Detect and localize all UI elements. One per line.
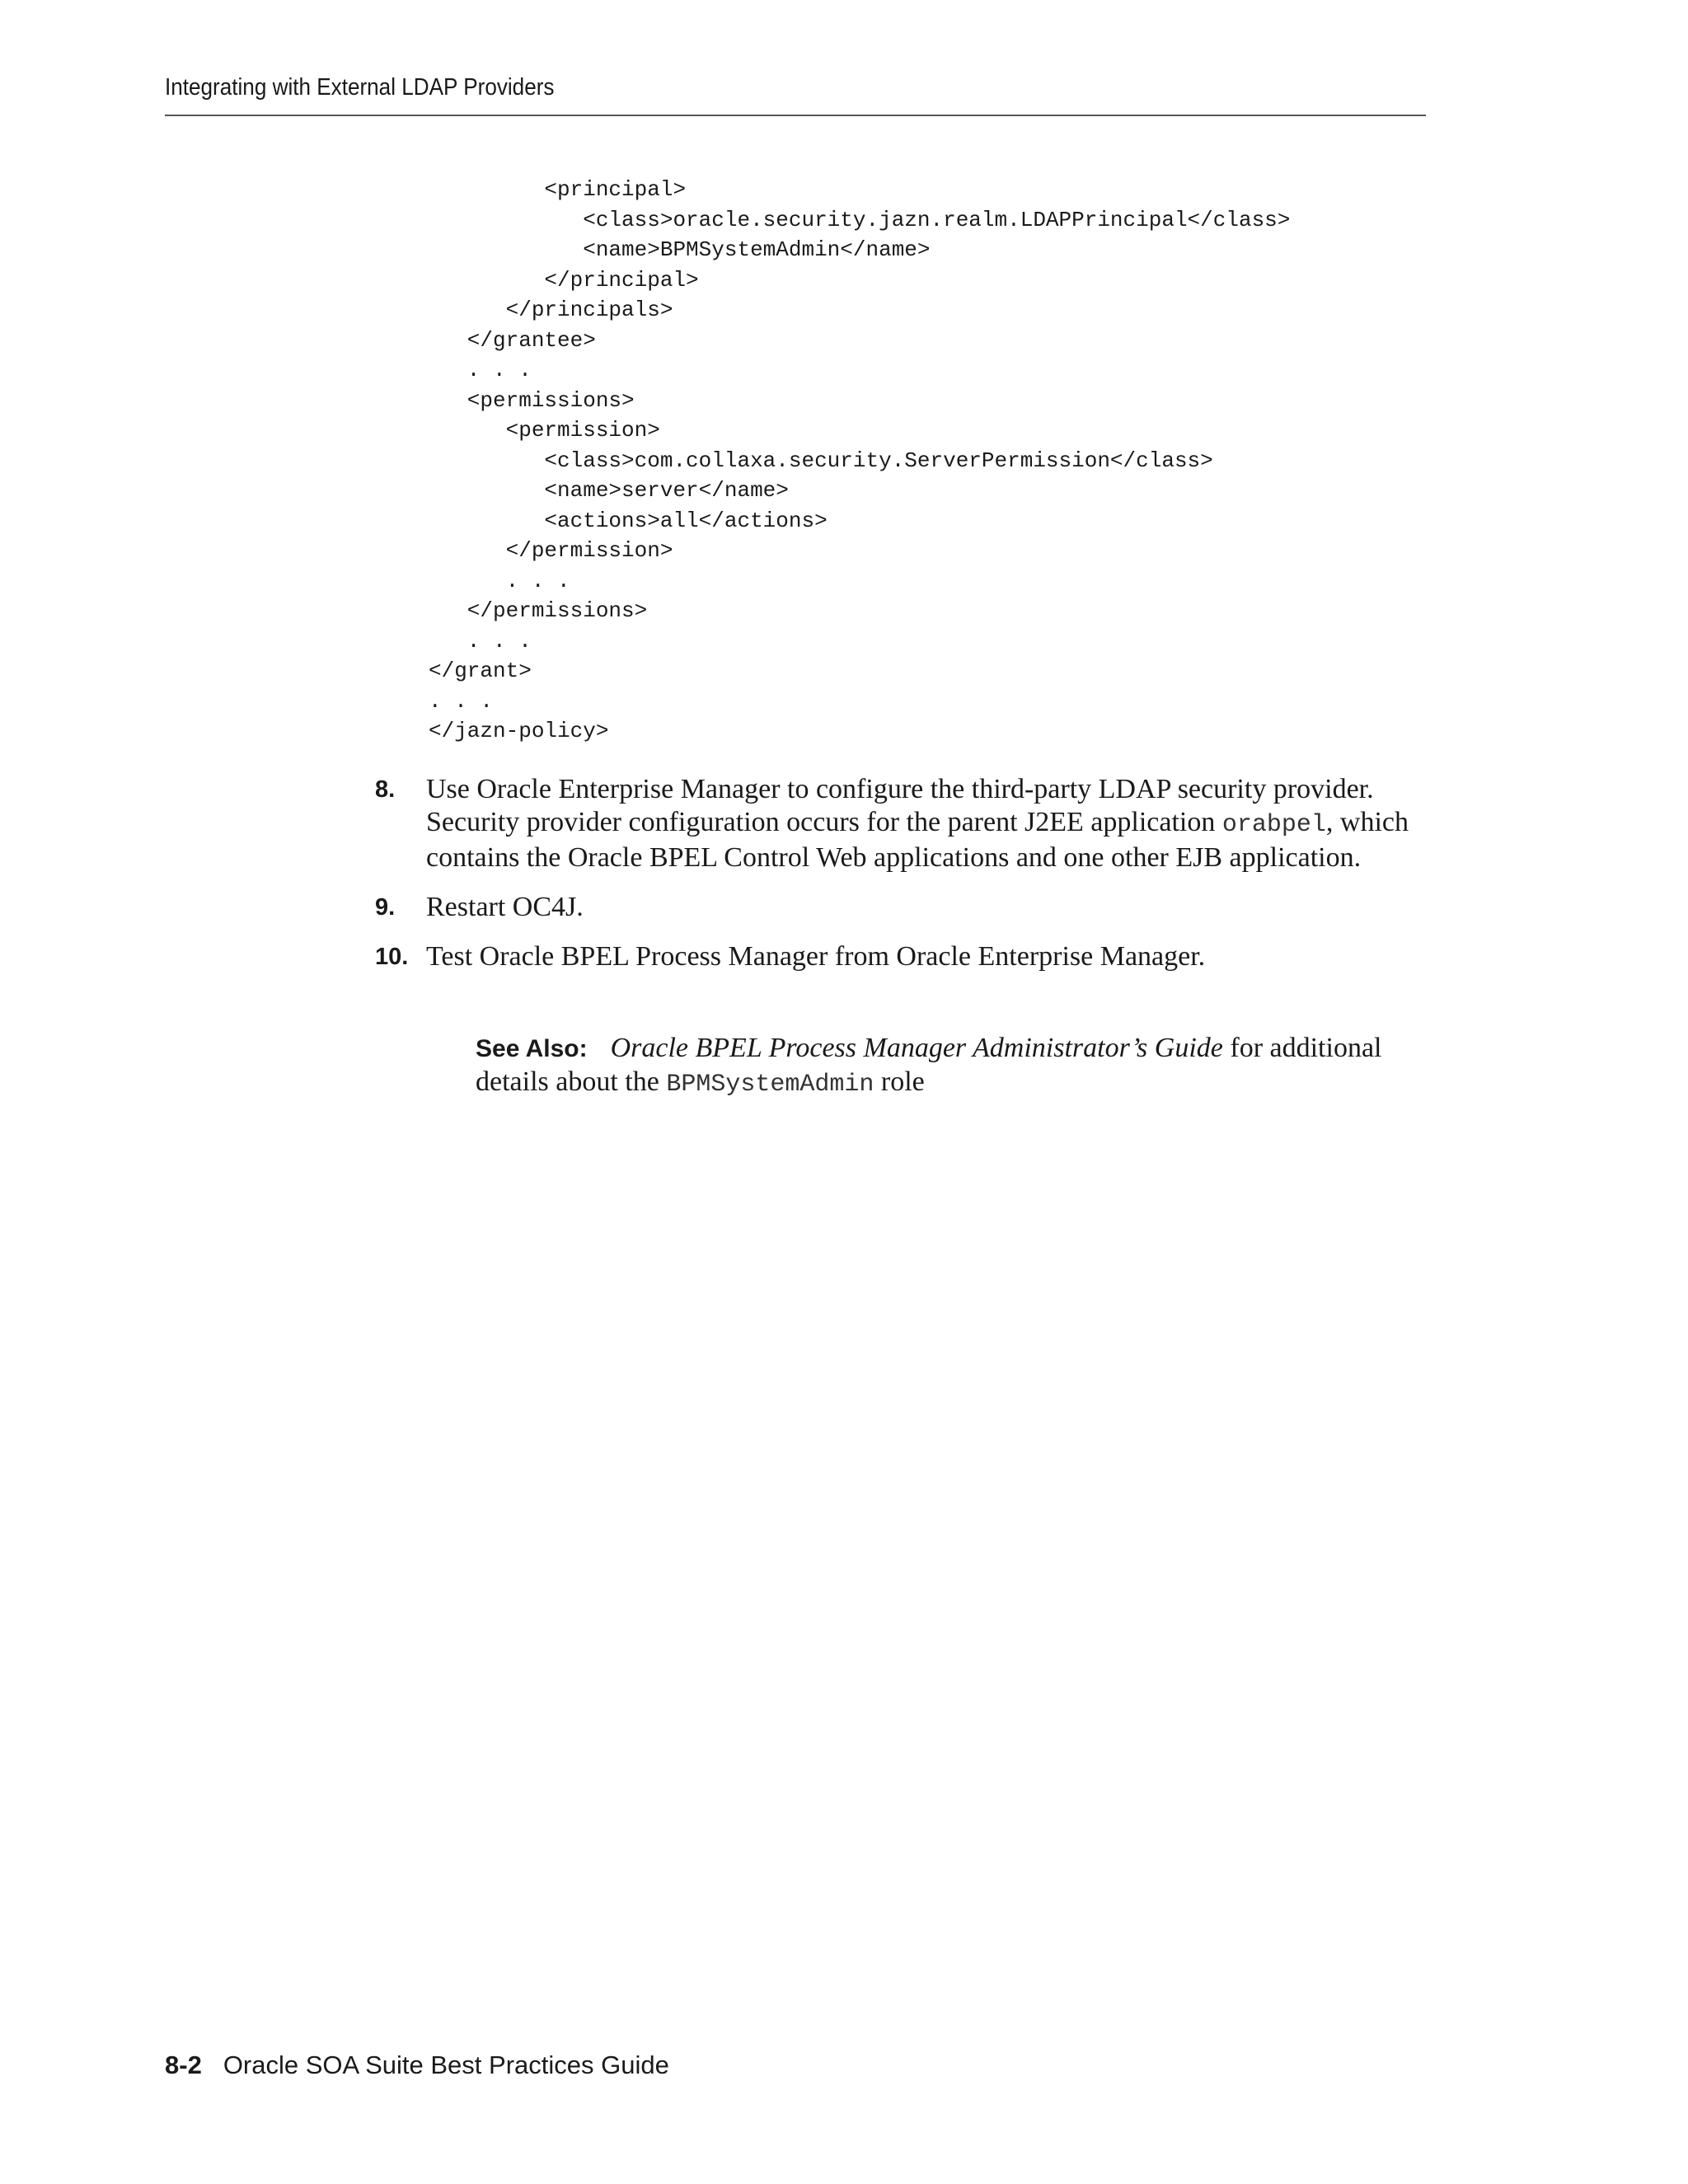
step-9 [375, 891, 1422, 924]
code-line: </principals> [429, 298, 673, 322]
code-line: <actions>all</actions> [429, 508, 828, 533]
code-line: </grantee> [429, 327, 596, 353]
see-also-label: See Also: [476, 1035, 588, 1062]
header-rule [165, 115, 1426, 116]
code-line: <principal> [429, 177, 687, 202]
step-text: Use Oracle Enterprise Manager to configure the third-party LDAP security provider. Security provider configuration occurs for the parent J2EE application [426, 774, 1374, 837]
page-number: 8-2 [165, 2050, 202, 2079]
code-line: <permission> [429, 418, 660, 443]
book-title: Oracle SOA Suite Best Practices Guide [223, 2050, 669, 2079]
inline-code: orabpel [1221, 811, 1326, 839]
code-line: <name>server</name> [429, 478, 789, 503]
code-line: </grant> [429, 658, 532, 683]
step-number: 9. [375, 894, 396, 921]
code-line: . . . [429, 688, 494, 714]
code-line: . . . [429, 568, 570, 593]
step-number: 10. [375, 944, 409, 970]
step-text: Test Oracle BPEL Process Manager from Oracle Enterprise Manager. [426, 941, 1206, 972]
see-also-text: role [874, 1066, 925, 1097]
step-8 [375, 773, 1422, 874]
running-header: Integrating with External LDAP Providers [165, 74, 555, 101]
code-line: </permissions> [429, 598, 648, 623]
page-footer [165, 2050, 669, 2080]
code-line: </principal> [429, 267, 699, 293]
code-line: <class>oracle.security.jazn.realm.LDAPPrincipal</class> [429, 207, 1291, 232]
step-text: Restart OC4J. [426, 892, 584, 922]
step-text: , which contains the Oracle BPEL Control Web applications and one other EJB application. [426, 807, 1409, 873]
see-also-note [476, 1032, 1382, 1101]
see-also-book-title: Oracle BPEL Process Manager Administrator’s Guide [610, 1033, 1223, 1063]
code-block [429, 175, 1290, 747]
code-line: <name>BPMSystemAdmin</name> [429, 237, 931, 262]
code-line: <class>com.collaxa.security.ServerPermission</class> [429, 448, 1213, 473]
code-line: </jazn-policy> [429, 719, 609, 743]
code-line: . . . [429, 358, 532, 382]
numbered-steps [375, 773, 1422, 990]
step-number: 8. [375, 776, 396, 803]
code-line: <permissions> [429, 387, 635, 413]
inline-code: BPMSystemAdmin [666, 1071, 874, 1099]
step-10 [375, 940, 1422, 973]
see-also-text: for additional details about the [476, 1033, 1382, 1097]
code-line: . . . [429, 628, 532, 654]
code-line: </permission> [429, 538, 673, 563]
